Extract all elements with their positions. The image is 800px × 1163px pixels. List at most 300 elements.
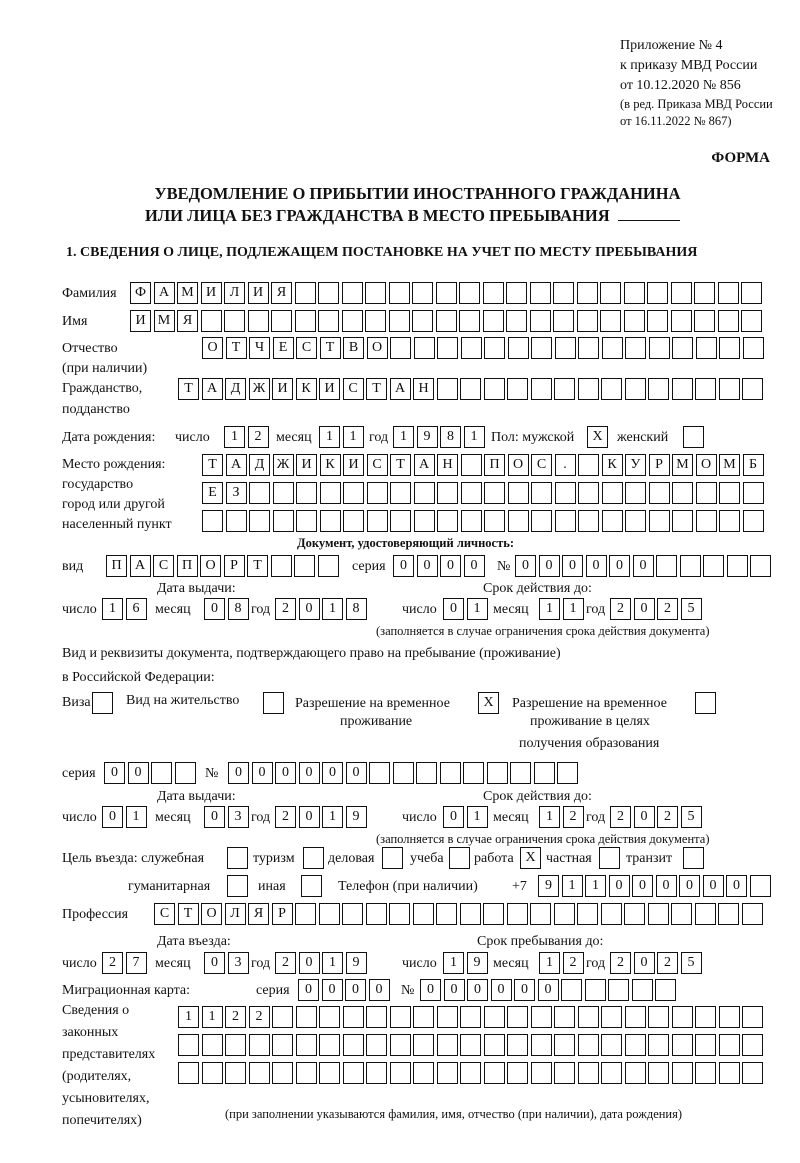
char-cell[interactable] [272,1034,293,1056]
char-cell[interactable] [461,454,482,476]
id-kind-field[interactable] [106,555,341,577]
char-cell[interactable] [718,903,739,925]
char-cell[interactable] [601,378,622,400]
char-cell[interactable]: 0 [204,598,225,620]
char-cell[interactable]: 5 [681,952,702,974]
char-cell[interactable]: 0 [464,555,485,577]
char-cell[interactable]: С [531,454,552,476]
char-cell[interactable]: 2 [275,598,296,620]
char-cell[interactable] [719,1006,740,1028]
char-cell[interactable]: И [319,378,340,400]
char-cell[interactable] [92,692,113,714]
char-cell[interactable]: О [200,555,221,577]
char-cell[interactable] [727,555,748,577]
char-cell[interactable] [342,282,363,304]
char-cell[interactable] [577,282,598,304]
char-cell[interactable] [648,903,669,925]
char-cell[interactable]: О [201,903,222,925]
char-cell[interactable]: 0 [633,555,654,577]
char-cell[interactable]: О [696,454,717,476]
char-cell[interactable] [175,762,196,784]
id-issue-day-field[interactable] [102,598,149,620]
char-cell[interactable]: 1 [126,806,147,828]
char-cell[interactable] [577,310,598,332]
char-cell[interactable] [741,282,762,304]
char-cell[interactable] [695,1006,716,1028]
char-cell[interactable] [742,1006,763,1028]
char-cell[interactable] [648,1006,669,1028]
stay-valid-year-field[interactable] [610,806,704,828]
char-cell[interactable]: 0 [204,952,225,974]
char-cell[interactable] [296,1062,317,1084]
char-cell[interactable]: С [153,555,174,577]
char-cell[interactable] [390,510,411,532]
char-cell[interactable] [578,1034,599,1056]
char-cell[interactable] [694,282,715,304]
char-cell[interactable]: П [484,454,505,476]
char-cell[interactable]: 1 [539,952,560,974]
char-cell[interactable]: Н [437,454,458,476]
char-cell[interactable]: 1 [202,1006,223,1028]
char-cell[interactable] [463,762,484,784]
char-cell[interactable] [366,1034,387,1056]
purpose-study-checkbox[interactable] [449,847,473,869]
char-cell[interactable]: М [177,282,198,304]
char-cell[interactable] [719,378,740,400]
char-cell[interactable] [554,1006,575,1028]
char-cell[interactable] [483,282,504,304]
char-cell[interactable]: . [555,454,576,476]
char-cell[interactable] [320,510,341,532]
char-cell[interactable]: 0 [514,979,535,1001]
char-cell[interactable] [459,282,480,304]
char-cell[interactable] [440,762,461,784]
char-cell[interactable] [624,282,645,304]
char-cell[interactable]: 9 [467,952,488,974]
char-cell[interactable] [508,510,529,532]
surname-field[interactable] [130,282,765,304]
char-cell[interactable]: 2 [225,1006,246,1028]
char-cell[interactable]: 1 [443,952,464,974]
char-cell[interactable] [416,762,437,784]
char-cell[interactable] [460,1062,481,1084]
char-cell[interactable]: 8 [440,426,461,448]
legal-rep-field-1[interactable] [178,1006,766,1028]
char-cell[interactable] [225,1034,246,1056]
char-cell[interactable] [249,1062,270,1084]
char-cell[interactable] [531,378,552,400]
char-cell[interactable] [393,762,414,784]
char-cell[interactable]: 2 [657,952,678,974]
char-cell[interactable]: Н [413,378,434,400]
birth-place-field-3[interactable] [202,510,766,532]
id-series-field[interactable] [393,555,487,577]
char-cell[interactable] [483,310,504,332]
char-cell[interactable] [578,337,599,359]
birth-year-field[interactable] [393,426,487,448]
char-cell[interactable] [578,482,599,504]
char-cell[interactable]: 1 [322,806,343,828]
char-cell[interactable]: Я [177,310,198,332]
stay-number-field[interactable] [228,762,581,784]
char-cell[interactable]: О [508,454,529,476]
stay-year-field[interactable] [610,952,704,974]
id-valid-month-field[interactable] [539,598,586,620]
char-cell[interactable] [390,1062,411,1084]
char-cell[interactable] [248,310,269,332]
char-cell[interactable]: 2 [657,598,678,620]
stay-valid-month-field[interactable] [539,806,586,828]
char-cell[interactable]: 2 [657,806,678,828]
id-issue-year-field[interactable] [275,598,369,620]
char-cell[interactable] [750,875,771,897]
char-cell[interactable]: А [130,555,151,577]
temp-res-checkbox[interactable] [478,692,502,714]
char-cell[interactable]: 0 [609,555,630,577]
char-cell[interactable] [601,1034,622,1056]
phone-field[interactable] [538,875,773,897]
birth-day-field[interactable] [224,426,271,448]
char-cell[interactable] [343,482,364,504]
profession-field[interactable] [154,903,765,925]
char-cell[interactable]: 2 [275,806,296,828]
char-cell[interactable] [225,1062,246,1084]
char-cell[interactable] [295,903,316,925]
char-cell[interactable] [369,762,390,784]
char-cell[interactable]: С [367,454,388,476]
char-cell[interactable] [506,282,527,304]
char-cell[interactable] [343,1034,364,1056]
legal-rep-field-2[interactable] [178,1034,766,1056]
char-cell[interactable]: 5 [681,598,702,620]
citizenship-field[interactable] [178,378,766,400]
char-cell[interactable]: 1 [539,806,560,828]
char-cell[interactable] [320,482,341,504]
char-cell[interactable] [296,1034,317,1056]
char-cell[interactable] [437,1062,458,1084]
char-cell[interactable] [578,510,599,532]
char-cell[interactable] [719,510,740,532]
char-cell[interactable]: 1 [539,598,560,620]
char-cell[interactable]: 1 [322,598,343,620]
char-cell[interactable] [718,282,739,304]
char-cell[interactable]: Я [271,282,292,304]
char-cell[interactable]: 6 [126,598,147,620]
purpose-humanitarian-checkbox[interactable] [227,875,251,897]
char-cell[interactable] [695,1034,716,1056]
char-cell[interactable]: 2 [248,426,269,448]
char-cell[interactable]: 0 [703,875,724,897]
char-cell[interactable]: 0 [515,555,536,577]
char-cell[interactable] [178,1062,199,1084]
char-cell[interactable] [531,337,552,359]
id-valid-year-field[interactable] [610,598,704,620]
birth-month-field[interactable] [319,426,366,448]
char-cell[interactable]: П [106,555,127,577]
char-cell[interactable] [484,378,505,400]
char-cell[interactable]: 1 [178,1006,199,1028]
char-cell[interactable]: 0 [275,762,296,784]
char-cell[interactable]: 0 [346,762,367,784]
char-cell[interactable] [319,1006,340,1028]
char-cell[interactable]: 2 [563,952,584,974]
char-cell[interactable]: Я [248,903,269,925]
char-cell[interactable] [461,337,482,359]
char-cell[interactable] [703,555,724,577]
char-cell[interactable] [531,1062,552,1084]
char-cell[interactable] [507,1062,528,1084]
stay-issue-year-field[interactable] [275,806,369,828]
char-cell[interactable] [718,310,739,332]
char-cell[interactable]: Т [366,378,387,400]
char-cell[interactable]: М [719,454,740,476]
char-cell[interactable]: 1 [102,598,123,620]
char-cell[interactable]: И [272,378,293,400]
char-cell[interactable]: 0 [393,555,414,577]
char-cell[interactable]: Е [273,337,294,359]
char-cell[interactable] [342,310,363,332]
char-cell[interactable]: 0 [345,979,366,1001]
char-cell[interactable]: 1 [585,875,606,897]
char-cell[interactable]: 0 [128,762,149,784]
char-cell[interactable]: 0 [102,806,123,828]
name-field[interactable] [130,310,765,332]
char-cell[interactable] [295,282,316,304]
char-cell[interactable] [294,555,315,577]
char-cell[interactable]: 2 [275,952,296,974]
char-cell[interactable]: 0 [204,806,225,828]
stay-month-field[interactable] [539,952,586,974]
char-cell[interactable] [507,1006,528,1028]
char-cell[interactable] [249,510,270,532]
char-cell[interactable] [272,1062,293,1084]
char-cell[interactable] [436,903,457,925]
legal-rep-field-3[interactable] [178,1062,766,1084]
char-cell[interactable]: 0 [726,875,747,897]
char-cell[interactable]: 1 [393,426,414,448]
char-cell[interactable] [601,1006,622,1028]
char-cell[interactable] [437,482,458,504]
char-cell[interactable] [437,1006,458,1028]
char-cell[interactable] [202,510,223,532]
char-cell[interactable] [719,1034,740,1056]
char-cell[interactable]: 8 [346,598,367,620]
char-cell[interactable] [436,282,457,304]
char-cell[interactable]: А [414,454,435,476]
char-cell[interactable]: 9 [346,806,367,828]
char-cell[interactable] [459,310,480,332]
char-cell[interactable] [578,378,599,400]
char-cell[interactable]: Л [224,282,245,304]
char-cell[interactable]: 0 [369,979,390,1001]
char-cell[interactable] [226,510,247,532]
char-cell[interactable] [318,310,339,332]
char-cell[interactable]: 0 [228,762,249,784]
char-cell[interactable] [484,337,505,359]
char-cell[interactable] [530,282,551,304]
id-number-field[interactable] [515,555,774,577]
char-cell[interactable]: Е [202,482,223,504]
char-cell[interactable]: И [343,454,364,476]
char-cell[interactable] [742,903,763,925]
char-cell[interactable] [272,1006,293,1028]
char-cell[interactable]: Т [178,378,199,400]
char-cell[interactable] [461,510,482,532]
char-cell[interactable]: 1 [563,598,584,620]
char-cell[interactable] [599,847,620,869]
char-cell[interactable] [531,510,552,532]
char-cell[interactable]: В [343,337,364,359]
char-cell[interactable] [602,510,623,532]
entry-month-field[interactable] [204,952,251,974]
char-cell[interactable]: 2 [610,952,631,974]
char-cell[interactable]: А [390,378,411,400]
char-cell[interactable] [484,510,505,532]
char-cell[interactable] [301,875,322,897]
id-valid-day-field[interactable] [443,598,490,620]
char-cell[interactable]: 2 [102,952,123,974]
char-cell[interactable]: О [202,337,223,359]
char-cell[interactable] [365,282,386,304]
char-cell[interactable]: X [587,426,608,448]
char-cell[interactable] [649,510,670,532]
stay-issue-month-field[interactable] [204,806,251,828]
char-cell[interactable] [437,337,458,359]
char-cell[interactable]: З [226,482,247,504]
char-cell[interactable] [672,1006,693,1028]
char-cell[interactable] [510,762,531,784]
char-cell[interactable]: О [367,337,388,359]
char-cell[interactable]: 2 [563,806,584,828]
char-cell[interactable] [695,692,716,714]
char-cell[interactable]: 0 [467,979,488,1001]
char-cell[interactable] [319,1034,340,1056]
char-cell[interactable] [672,510,693,532]
char-cell[interactable]: И [130,310,151,332]
char-cell[interactable] [553,282,574,304]
char-cell[interactable]: К [320,454,341,476]
char-cell[interactable]: С [154,903,175,925]
char-cell[interactable]: Ж [273,454,294,476]
char-cell[interactable] [390,337,411,359]
char-cell[interactable] [742,1062,763,1084]
char-cell[interactable] [561,979,582,1001]
char-cell[interactable] [625,378,646,400]
char-cell[interactable]: 3 [228,806,249,828]
char-cell[interactable] [296,1006,317,1028]
char-cell[interactable]: Ч [249,337,270,359]
char-cell[interactable] [318,282,339,304]
char-cell[interactable]: 1 [322,952,343,974]
char-cell[interactable] [555,337,576,359]
char-cell[interactable] [683,426,704,448]
char-cell[interactable] [487,762,508,784]
purpose-official-checkbox[interactable] [227,847,251,869]
char-cell[interactable] [625,337,646,359]
char-cell[interactable]: 0 [679,875,700,897]
char-cell[interactable]: Б [743,454,764,476]
char-cell[interactable] [694,310,715,332]
char-cell[interactable] [695,903,716,925]
char-cell[interactable] [696,337,717,359]
char-cell[interactable] [671,903,692,925]
char-cell[interactable] [671,282,692,304]
char-cell[interactable]: Ж [249,378,270,400]
purpose-business-checkbox[interactable] [382,847,406,869]
char-cell[interactable] [484,1062,505,1084]
char-cell[interactable]: 8 [228,598,249,620]
char-cell[interactable] [507,903,528,925]
char-cell[interactable] [600,310,621,332]
char-cell[interactable]: Д [249,454,270,476]
char-cell[interactable]: Т [320,337,341,359]
char-cell[interactable] [719,337,740,359]
char-cell[interactable] [507,378,528,400]
char-cell[interactable]: 0 [562,555,583,577]
char-cell[interactable]: С [343,378,364,400]
char-cell[interactable] [696,482,717,504]
stay-issue-day-field[interactable] [102,806,149,828]
char-cell[interactable]: Т [202,454,223,476]
char-cell[interactable]: 9 [346,952,367,974]
char-cell[interactable] [414,510,435,532]
entry-day-field[interactable] [102,952,149,974]
char-cell[interactable] [483,903,504,925]
char-cell[interactable]: 1 [343,426,364,448]
char-cell[interactable] [695,378,716,400]
char-cell[interactable] [655,979,676,1001]
char-cell[interactable]: Р [649,454,670,476]
char-cell[interactable]: 0 [538,979,559,1001]
char-cell[interactable]: 0 [634,952,655,974]
char-cell[interactable] [413,1034,434,1056]
char-cell[interactable] [741,310,762,332]
char-cell[interactable] [625,482,646,504]
char-cell[interactable]: К [296,378,317,400]
char-cell[interactable]: 2 [610,598,631,620]
char-cell[interactable]: И [201,282,222,304]
char-cell[interactable] [648,1062,669,1084]
char-cell[interactable]: 0 [417,555,438,577]
char-cell[interactable]: Д [225,378,246,400]
char-cell[interactable]: 7 [126,952,147,974]
char-cell[interactable]: 9 [417,426,438,448]
char-cell[interactable] [178,1034,199,1056]
char-cell[interactable] [367,510,388,532]
char-cell[interactable] [508,482,529,504]
purpose-private-checkbox[interactable] [599,847,623,869]
visa-checkbox[interactable] [92,692,116,714]
id-issue-month-field[interactable] [204,598,251,620]
char-cell[interactable] [696,510,717,532]
char-cell[interactable]: 5 [681,806,702,828]
purpose-other-checkbox[interactable] [301,875,325,897]
char-cell[interactable] [414,337,435,359]
char-cell[interactable] [647,282,668,304]
char-cell[interactable] [484,482,505,504]
char-cell[interactable] [413,903,434,925]
char-cell[interactable]: 0 [299,598,320,620]
char-cell[interactable] [600,282,621,304]
char-cell[interactable] [632,979,653,1001]
char-cell[interactable]: 1 [319,426,340,448]
char-cell[interactable]: Ф [130,282,151,304]
char-cell[interactable] [460,1034,481,1056]
char-cell[interactable] [742,378,763,400]
char-cell[interactable] [625,1034,646,1056]
char-cell[interactable] [649,482,670,504]
char-cell[interactable] [719,482,740,504]
